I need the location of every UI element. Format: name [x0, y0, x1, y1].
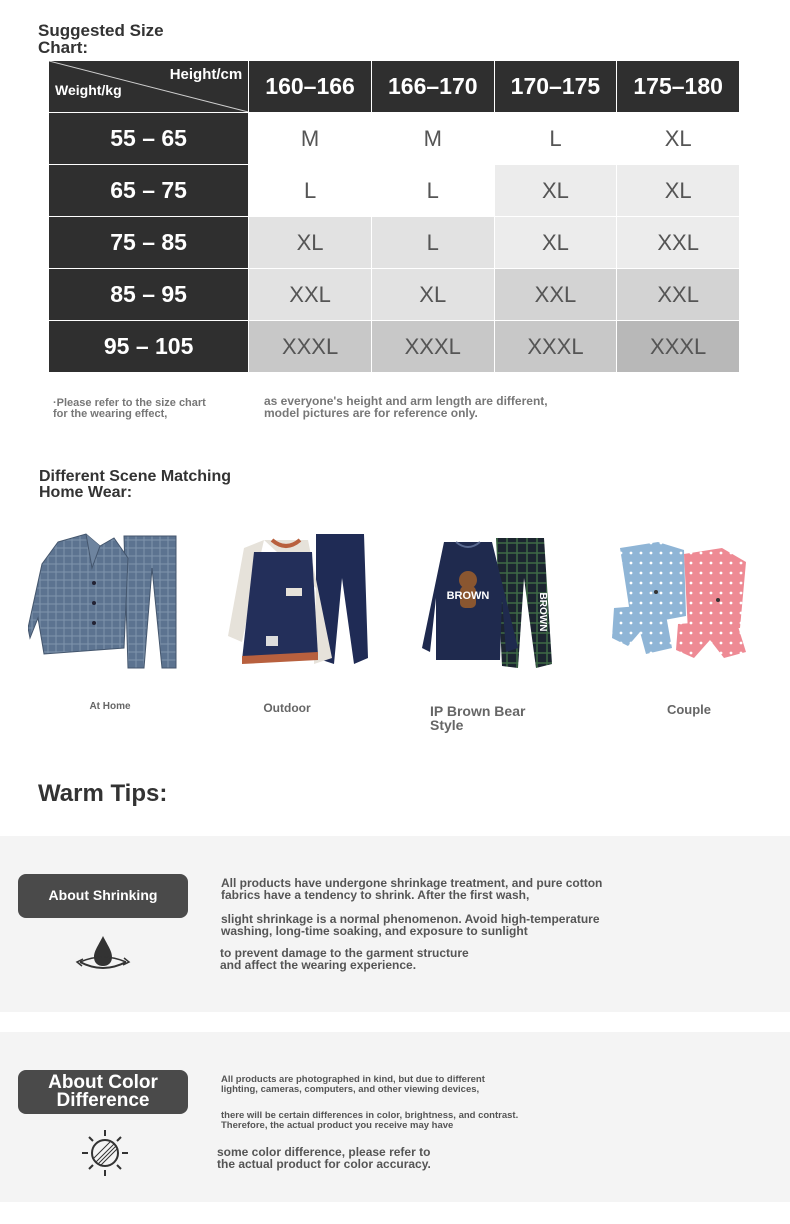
couple-pajamas-icon: [606, 528, 752, 664]
scene-item-outdoor: [224, 528, 384, 676]
size-cell: XL: [617, 165, 740, 217]
size-cell: XL: [617, 113, 740, 165]
plaid-pajama-icon: [28, 528, 180, 676]
size-chart-table: [48, 60, 740, 373]
size-cell: L: [371, 165, 494, 217]
scene-label-brown-bear: IP Brown Bear Style: [430, 703, 526, 733]
size-chart-title: Suggested Size Chart:: [38, 21, 164, 57]
size-cell: L: [249, 165, 372, 217]
size-cell: XL: [494, 165, 617, 217]
size-cell: XXXL: [249, 321, 372, 373]
size-cell: M: [249, 113, 372, 165]
shrinking-text-2: slight shrinkage is a normal phenomenon. Avoid high-temperature washing, long-time soaking, and exposure to sunlight: [221, 912, 600, 938]
size-chart-row: [49, 217, 740, 269]
scene-section-title: Different Scene Matching Home Wear:: [39, 468, 232, 501]
size-cell: XL: [249, 217, 372, 269]
warm-tips-title: Warm Tips:: [38, 780, 168, 807]
size-cell: XXXL: [617, 321, 740, 373]
bear-pants-text: BROWN: [537, 592, 548, 632]
size-cell: XXXL: [494, 321, 617, 373]
color-text-2: there will be certain differences in color, brightness, and contrast. Therefore, the actual product you receive may have: [221, 1110, 519, 1131]
scene-label-at-home: At Home: [89, 701, 131, 712]
size-cell: M: [371, 113, 494, 165]
height-axis-label: Height/cm: [169, 66, 243, 83]
weight-axis-label: Weight/kg: [55, 82, 122, 98]
weight-row-header: 65 – 75: [49, 165, 249, 217]
height-column-header: 166–170: [371, 61, 494, 113]
shrinking-text-1: All products have undergone shrinkage treatment, and pure cotton fabrics have a tendency to shrink. After the first wash,: [221, 876, 603, 902]
size-cell: XXXL: [371, 321, 494, 373]
height-column-header: 160–166: [249, 61, 372, 113]
size-chart-header-row: [49, 61, 740, 113]
about-color-difference-badge: About Color Difference: [18, 1070, 188, 1114]
size-note-left: ·Please refer to the size chart for the wearing effect,: [53, 397, 206, 420]
height-column-header: 175–180: [617, 61, 740, 113]
sun-contrast-icon: [80, 1128, 130, 1178]
weight-row-header: 95 – 105: [49, 321, 249, 373]
size-cell: XXL: [249, 269, 372, 321]
size-cell: L: [494, 113, 617, 165]
scene-item-brown-bear: [422, 528, 582, 670]
size-cell: XL: [494, 217, 617, 269]
color-text-1: All products are photographed in kind, but due to different lighting, cameras, computers, and other viewing devices,: [221, 1074, 485, 1095]
size-chart-row: [49, 269, 740, 321]
height-column-header: 170–175: [494, 61, 617, 113]
size-chart-row: [49, 321, 740, 373]
weight-row-header: 55 – 65: [49, 113, 249, 165]
scene-item-couple: [606, 528, 766, 664]
size-note-right: as everyone's height and arm length are different, model pictures are for reference only.: [264, 394, 548, 420]
size-cell: XXL: [617, 217, 740, 269]
size-chart-row: [49, 165, 740, 217]
weight-row-header: 85 – 95: [49, 269, 249, 321]
size-cell: XXL: [494, 269, 617, 321]
about-shrinking-badge: About Shrinking: [18, 874, 188, 918]
water-drop-rotate-icon: [72, 934, 134, 974]
scene-item-at-home: [28, 528, 188, 676]
weight-row-header: 75 – 85: [49, 217, 249, 269]
size-chart-corner-cell: [49, 61, 249, 113]
brown-bear-set-icon: [422, 528, 554, 670]
size-chart-row: [49, 113, 740, 165]
color-text-3: some color difference, please refer to the actual product for color accuracy.: [217, 1145, 431, 1171]
bear-shirt-text: BROWN: [446, 590, 490, 602]
size-cell: XL: [371, 269, 494, 321]
scene-label-couple: Couple: [666, 702, 712, 717]
scene-label-outdoor: Outdoor: [263, 701, 311, 715]
raglan-set-icon: [224, 528, 372, 676]
size-cell: XXL: [617, 269, 740, 321]
size-cell: L: [371, 217, 494, 269]
shrinking-text-3: to prevent damage to the garment structure and affect the wearing experience.: [220, 946, 469, 972]
